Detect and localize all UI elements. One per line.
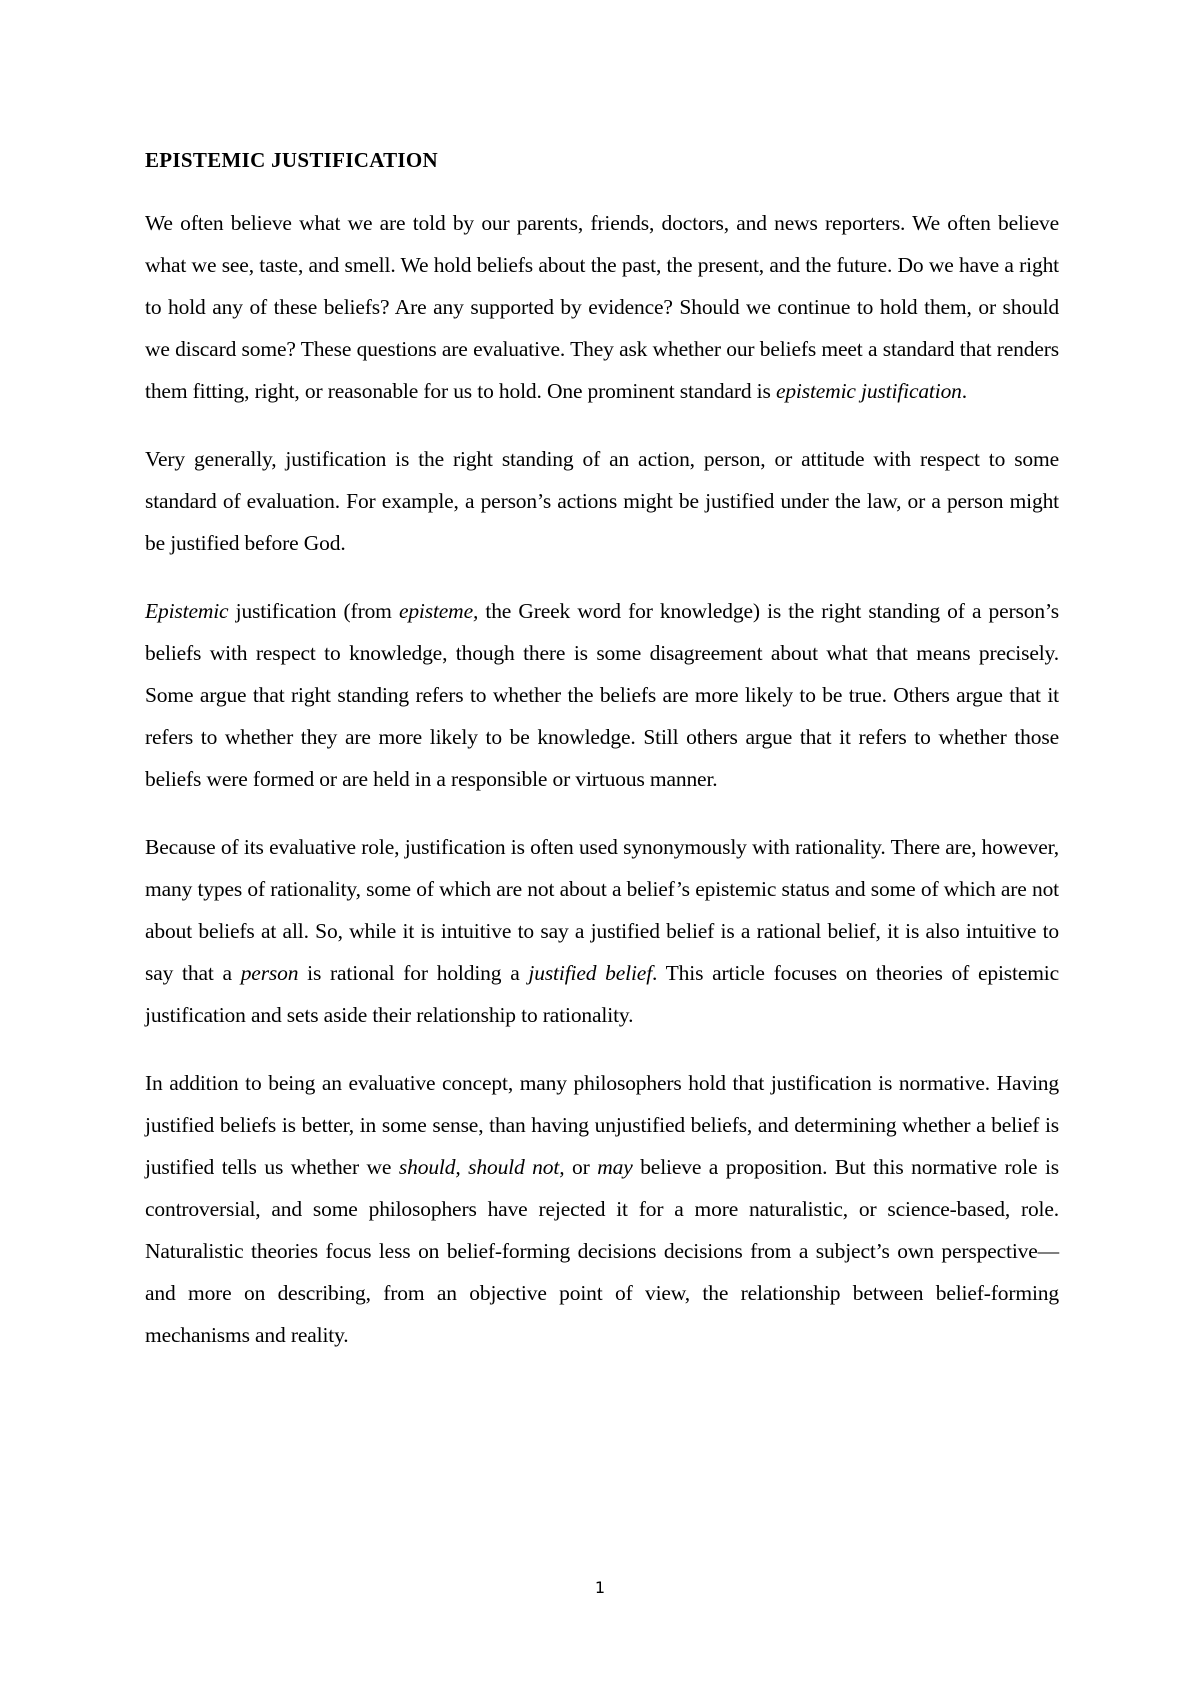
paragraph-1 (145, 202, 1059, 412)
italic-text: should, should not, (398, 1155, 565, 1179)
paragraph-text: Because of its evaluative role, justification is often used synonymously with rationality. There are, however, many types of rationality, some of which are not about a belief’s epistemic status and some of which are not about beliefs at all. So, while it is intuitive to say a justified belief is a rational belief, it is also intuitive to say that a (145, 835, 1059, 985)
paragraph-text: the Greek word for knowledge) is the right standing of a person’s beliefs with respect to knowledge, though there is some disagreement about what that means precisely. Some argue that right standing refers to whether the beliefs are more likely to be true. Others argue that it refers to whether they are more likely to be knowledge. Still others argue that it refers to whether those beliefs were formed or are held in a responsible or virtuous manner. (145, 599, 1059, 791)
paragraph-5 (145, 1062, 1059, 1356)
italic-text: justified belief (528, 961, 653, 985)
paragraph-text: believe a proposition. But this normative role is controversial, and some philosophers have rejected it for a more naturalistic, or science-based, role. Naturalistic theories focus less on belief-forming decisions decisions from a subject’s own perspective—and more on describing, from an objective point of view, the relationship between belief-forming mechanisms and reality. (145, 1155, 1059, 1347)
document-title: EPISTEMIC JUSTIFICATION (145, 148, 438, 172)
italic-text: may (597, 1155, 633, 1179)
italic-text: epistemic justification (775, 379, 962, 403)
italic-text: episteme, (398, 599, 479, 623)
italic-text: Epistemic (145, 599, 229, 623)
paragraph-text: Very generally, justification is the right standing of an action, person, or attitude with respect to some standard of evaluation. For example, a person’s actions might be justified under the law, or a person might be justified before God. (145, 447, 1059, 555)
document-body (145, 142, 1059, 1382)
paragraph-text: . This article focuses on theories of epistemic justification and sets aside their relationship to rationality. (145, 961, 1060, 1027)
paragraph-3 (145, 590, 1059, 800)
paragraph-4 (145, 826, 1059, 1036)
paragraph-text: We often believe what we are told by our parents, friends, doctors, and news reporters. We often believe what we see, taste, and smell. We hold beliefs about the past, the present, and the future. Do we have a right to hold any of these beliefs? Are any supported by evidence? Should we continue to hold them, or should we discard some? These questions are evaluative. They ask whether our beliefs meet a standard that renders them fitting, right, or reasonable for us to hold. One prominent standard is (145, 211, 1059, 403)
paragraph-text: In addition to being an evaluative concept, many philosophers hold that justification is normative. Having justified beliefs is better, in some sense, than having unjustified beliefs, and determining whether a belief is justified tells us whether we (145, 1071, 1059, 1179)
page-number: 1 (594, 1578, 606, 1597)
paragraph-2 (145, 438, 1059, 564)
paragraph-text: justification (from (228, 599, 399, 623)
paragraph-text: or (564, 1155, 598, 1179)
paragraph-text: . (961, 379, 968, 403)
paragraph-text: is rational for holding a (298, 961, 529, 985)
italic-text: person (240, 961, 299, 985)
